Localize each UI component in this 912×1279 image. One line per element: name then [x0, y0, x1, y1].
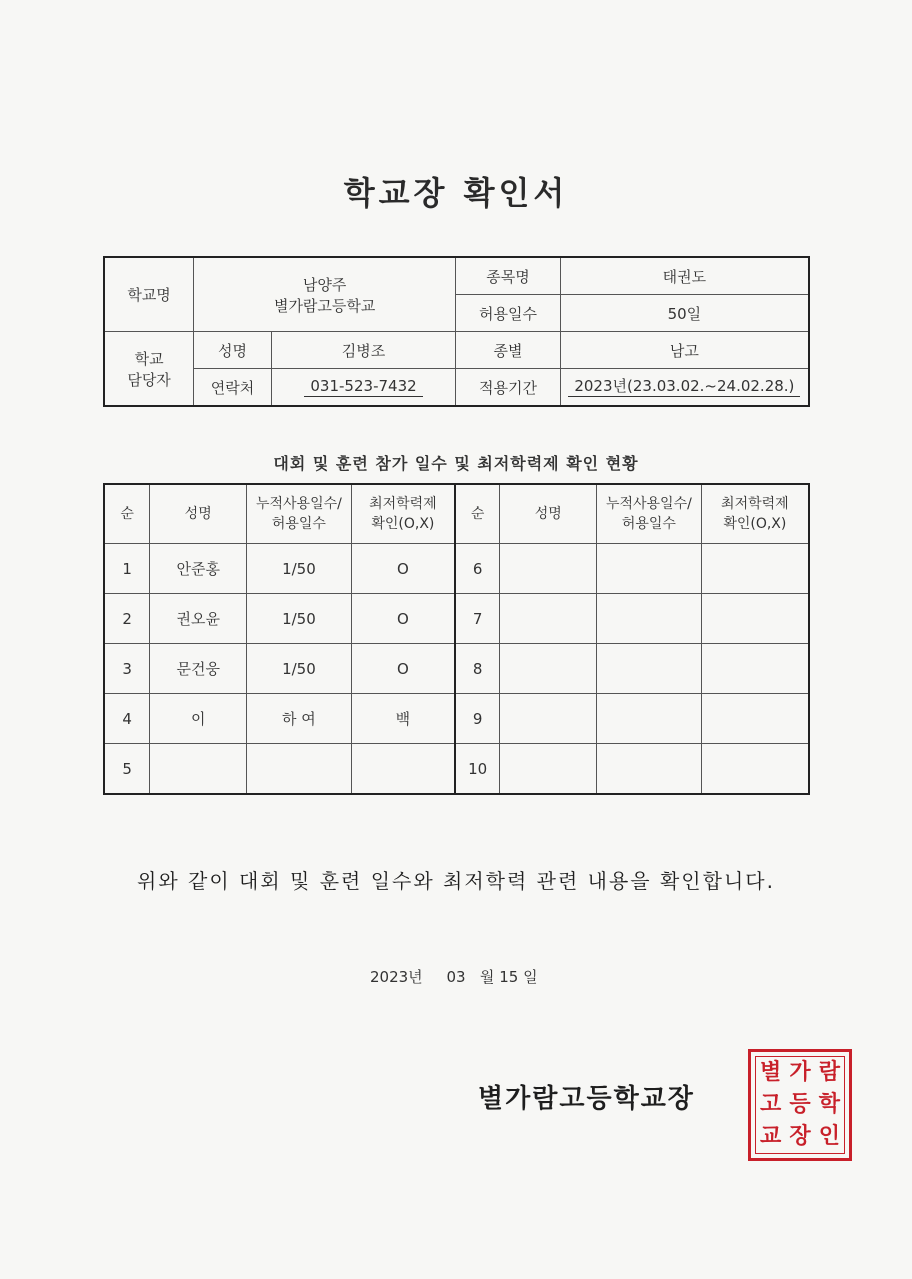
row-name — [500, 644, 597, 694]
row-no: 5 — [104, 744, 150, 795]
row-no: 2 — [104, 594, 150, 644]
date-month-unit: 월 — [479, 968, 495, 986]
issue-date — [370, 966, 538, 987]
sport-label: 종목명 — [456, 257, 561, 295]
row-check — [701, 644, 809, 694]
row-no: 9 — [455, 694, 500, 744]
header-name: 성명 — [500, 484, 597, 544]
row-no: 8 — [455, 644, 500, 694]
row-days — [597, 694, 702, 744]
row-days — [597, 644, 702, 694]
row-check: O — [351, 544, 455, 594]
period-label: 적용기간 — [456, 369, 561, 407]
seal-glyph: 가 — [789, 1059, 811, 1085]
period-value: 2023년(23.03.02.~24.02.28.) — [560, 369, 809, 407]
principal-name: 별가람고등학교장 — [478, 1084, 695, 1114]
allowed-days-value: 50일 — [560, 295, 809, 332]
row-no: 4 — [104, 694, 150, 744]
document-title: 학교장 확인서 — [343, 174, 569, 212]
manager-name-value: 김병조 — [271, 332, 455, 369]
date-day-unit: 일 — [523, 968, 538, 986]
manager-name-label: 성명 — [194, 332, 272, 369]
header-check: 최저학력제 확인(O,X) — [351, 484, 455, 544]
table-row — [104, 544, 809, 594]
row-name — [500, 544, 597, 594]
participation-table — [103, 483, 810, 795]
confirmation-statement: 위와 같이 대회 및 훈련 일수와 최저학력 관련 내용을 확인합니다. — [137, 869, 775, 893]
row-days — [597, 744, 702, 795]
official-seal-stamp — [748, 1049, 852, 1161]
header-no: 순 — [104, 484, 150, 544]
row-check — [701, 544, 809, 594]
contact-label: 연락처 — [194, 369, 272, 407]
table-row — [104, 594, 809, 644]
row-no: 6 — [455, 544, 500, 594]
contact-value: 031-523-7432 — [271, 369, 455, 407]
row-name: 이 — [150, 694, 247, 744]
row-name — [500, 694, 597, 744]
seal-glyph: 등 — [789, 1091, 811, 1117]
row-name: 문건웅 — [150, 644, 247, 694]
allowed-days-label: 허용일수 — [456, 295, 561, 332]
row-check — [701, 744, 809, 795]
row-name — [500, 744, 597, 795]
section-subtitle: 대회 및 훈련 참가 일수 및 최저학력제 확인 현황 — [273, 454, 639, 473]
header-days: 누적사용일수/ 허용일수 — [597, 484, 702, 544]
row-days: 1/50 — [247, 544, 352, 594]
school-info-table — [103, 256, 810, 407]
table-row — [104, 744, 809, 795]
row-check — [701, 594, 809, 644]
seal-glyph: 교 — [760, 1123, 782, 1149]
row-check: O — [351, 644, 455, 694]
header-days: 누적사용일수/ 허용일수 — [247, 484, 352, 544]
row-name: 권오윤 — [150, 594, 247, 644]
table-row — [104, 644, 809, 694]
header-no: 순 — [455, 484, 500, 544]
row-days — [247, 744, 352, 795]
school-name-value: 남양주 별가람고등학교 — [194, 257, 456, 332]
row-name — [500, 594, 597, 644]
gender-label: 종별 — [456, 332, 561, 369]
row-no: 3 — [104, 644, 150, 694]
seal-glyph: 학 — [818, 1091, 840, 1117]
seal-glyph: 장 — [789, 1123, 811, 1149]
school-name-label: 학교명 — [104, 257, 194, 332]
manager-label: 학교 담당자 — [104, 332, 194, 407]
table-header-row — [104, 484, 809, 544]
row-check: O — [351, 594, 455, 644]
row-name: 안준홍 — [150, 544, 247, 594]
date-day: 15 — [499, 968, 519, 986]
seal-glyph: 별 — [760, 1059, 782, 1085]
row-days — [597, 594, 702, 644]
row-check — [701, 694, 809, 744]
row-no: 7 — [455, 594, 500, 644]
row-days — [597, 544, 702, 594]
sport-value: 태권도 — [560, 257, 809, 295]
header-name: 성명 — [150, 484, 247, 544]
date-year: 2023년 — [370, 968, 423, 986]
gender-value: 남고 — [560, 332, 809, 369]
header-check: 최저학력제 확인(O,X) — [701, 484, 809, 544]
date-month: 03 — [446, 968, 466, 986]
seal-glyph: 람 — [818, 1059, 840, 1085]
seal-glyph: 인 — [818, 1123, 840, 1149]
table-row — [104, 694, 809, 744]
row-days: 하 여 — [247, 694, 352, 744]
row-days: 1/50 — [247, 594, 352, 644]
row-name — [150, 744, 247, 795]
row-no: 10 — [455, 744, 500, 795]
seal-glyph: 고 — [760, 1091, 782, 1117]
row-days: 1/50 — [247, 644, 352, 694]
row-check: 백 — [351, 694, 455, 744]
row-check — [351, 744, 455, 795]
row-no: 1 — [104, 544, 150, 594]
